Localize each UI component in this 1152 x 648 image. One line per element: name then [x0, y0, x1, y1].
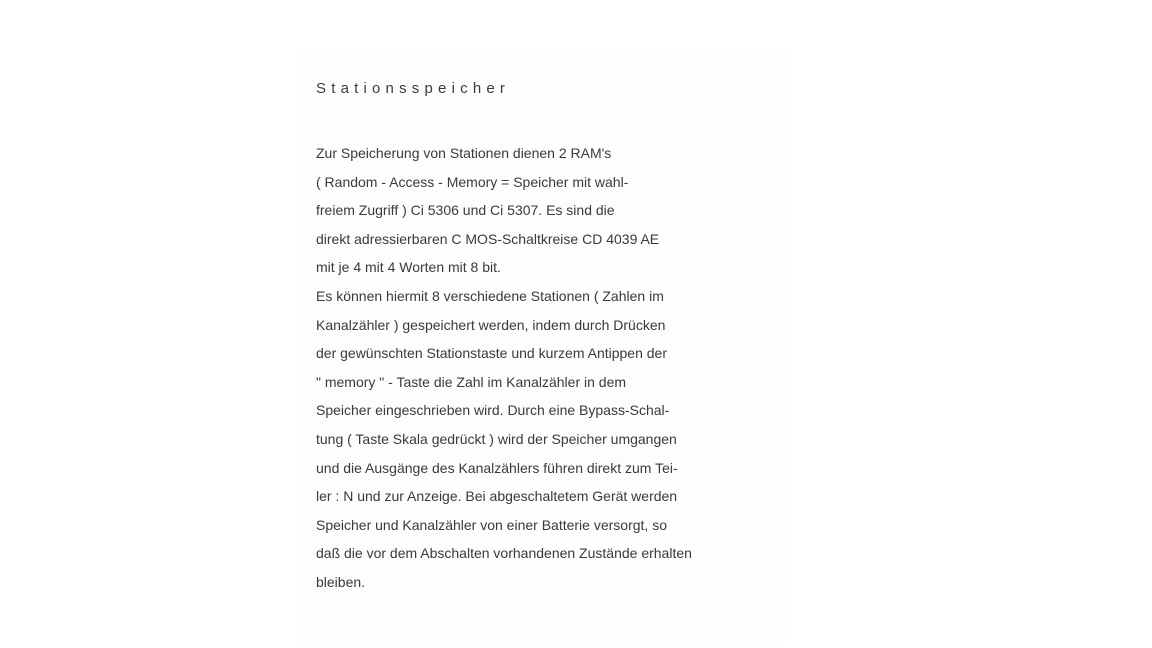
text-line: ler : N und zur Anzeige. Bei abgeschaltetem Gerät werden [316, 488, 678, 505]
text-line: tung ( Taste Skala gedrückt ) wird der Speicher umgangen [316, 430, 677, 447]
page-title: Stationsspeicher [316, 80, 511, 97]
text-line: Speicher und Kanalzähler von einer Batterie versorgt, so [316, 516, 667, 533]
text-line: bleiben. [316, 573, 366, 590]
body-text [316, 139, 692, 597]
text-line: " memory " - Taste die Zahl im Kanalzähler in dem [316, 373, 627, 390]
text-line: daß die vor dem Abschalten vorhandenen Zustände erhalten [316, 545, 692, 562]
text-line: Speicher eingeschrieben wird. Durch eine Bypass-Schal- [316, 402, 670, 419]
text-line: mit je 4 mit 4 Worten mit 8 bit. [316, 259, 501, 276]
text-line: ( Random - Access - Memory = Speicher mit wahl- [316, 173, 629, 190]
text-line: Zur Speicherung von Stationen dienen 2 RAM's [316, 145, 612, 161]
text-line: freiem Zugriff ) Ci 5306 und Ci 5307. Es sind die [316, 202, 615, 219]
text-line: Kanalzähler ) gespeichert werden, indem durch Drücken [316, 316, 666, 333]
text-line: der gewünschten Stationstaste und kurzem Antippen der [316, 345, 667, 362]
text-line: und die Ausgänge des Kanalzählers führen direkt zum Tei- [316, 459, 678, 476]
text-line: direkt adressierbaren C MOS-Schaltkreise CD 4039 AE [316, 230, 660, 247]
text-line: Es können hiermit 8 verschiedene Stationen ( Zahlen im [316, 287, 664, 304]
